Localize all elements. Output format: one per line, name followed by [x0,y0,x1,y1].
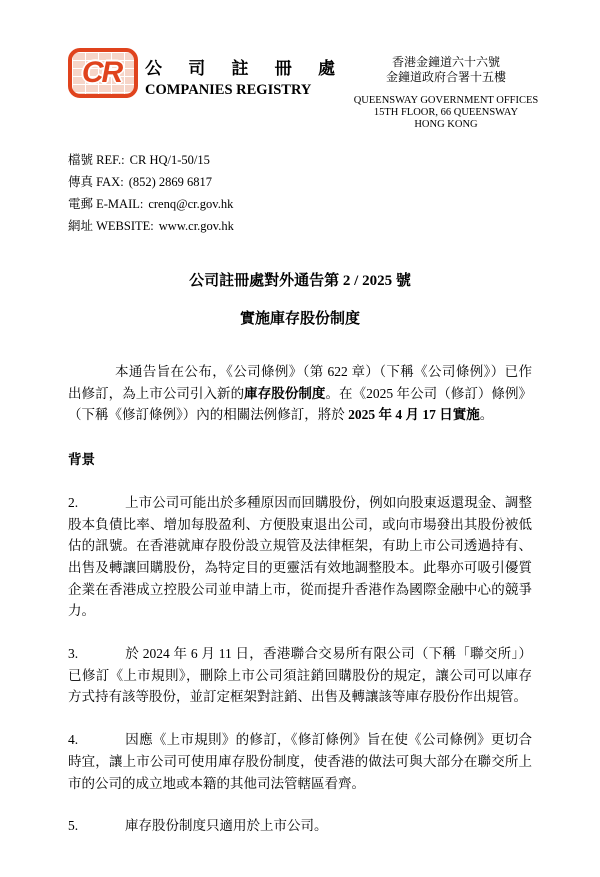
ref-line [68,149,532,171]
email-value: crenq@cr.gov.hk [148,197,234,211]
logo-cr-text: CR [81,56,122,89]
body-text: 。在《2025 年公司（修訂）條例》（下稱《修訂條例》）內的相關法例修訂，將於 [68,385,533,423]
emphasis-text: 庫存股份制度 [244,385,326,401]
letterhead-left [68,48,346,99]
email-line [68,193,532,215]
org-names [145,48,346,99]
companies-registry-logo [68,48,138,98]
website-line [68,215,532,237]
fax-label: 傳真 FAX: [68,175,124,189]
document-body [68,361,532,837]
numbered-paragraph [68,729,532,794]
paragraph-text: 上市公司可能出於多種原因而回購股份，例如向股東返還現金、調整股本負債比率、增加每股盈利、方便股東退出公司，或向市場發出其股份被低估的訊號。在香港就庫存股份設立規管及法律框架，有助上市公司透過持有、出售及轉讓回購股份，為特定目的更靈活有效地調整股本。此舉亦可吸引優質企業在香港成立控股公司並申請上市，從而提升香港作為國際金融中心的競爭力。 [68,494,532,619]
paragraph-text: 庫存股份制度只適用於上市公司。 [125,818,328,834]
body-text: 。 [479,407,494,423]
email-label: 電郵 E-MAIL: [68,197,144,211]
numbered-paragraph [68,815,532,837]
address-line-zh: 香港金鐘道六十六號 [391,55,500,69]
notice-title-block [68,269,532,328]
fax-value: (852) 2869 6817 [128,175,213,189]
ref-label: 檔號 REF.: [68,153,125,167]
numbered-paragraph [68,643,532,708]
notice-subject-title: 實施庫存股份制度 [239,311,360,327]
numbered-paragraph-list [68,492,532,837]
letterhead [68,48,539,131]
paragraph-number: 4. [68,732,79,748]
paragraph-text: 於 2024 年 6 月 11 日，香港聯合交易所有限公司（下稱「聯交所」）已修訂《上市規則》，刪除上市公司須註銷回購股份的規定，讓公司可以庫存方式持有該等股份，並訂定框架對註銷、出售及轉讓該等庫存股份作出規管。 [68,646,532,705]
address-line-en: QUEENSWAY GOVERNMENT OFFICES [353,95,539,106]
notice-number-title: 公司註冊處對外通告第 2 / 2025 號 [189,273,411,289]
paragraph-number: 3. [68,646,79,662]
paragraph-number: 5. [68,818,79,834]
paragraph-number: 2. [68,494,79,510]
ref-value: CR HQ/1-50/15 [129,153,210,167]
org-name-chinese: 公 司 註 冊 處 [145,59,346,78]
paragraph-text: 因應《上市規則》的修訂，《修訂條例》旨在使《公司條例》更切合時宜，讓上市公司可使用庫存股份制度，使香港的做法可與大部分在聯交所上市的公司的成立地或本籍的其他司法管轄區看齊。 [68,732,532,791]
emphasis-text: 2025 年 4 月 17 日實施 [348,407,480,423]
org-name-english: COMPANIES REGISTRY [145,82,312,98]
body-text: 本通告旨在公布，《公司條例》（第 622 章）（下稱《公司條例》）已作出修訂，為上市公司引入新的 [68,364,532,401]
intro-paragraph [68,361,532,426]
address-line-en: HONG KONG [414,119,478,130]
address-line-en: 15TH FLOOR, 66 QUEENSWAY [373,107,519,118]
section-heading-background: 背景 [68,452,95,468]
address-english-group [346,95,546,131]
website-label: 網址 WEBSITE: [68,219,154,233]
office-address-block [346,48,546,131]
numbered-paragraph [68,492,532,622]
website-value: www.cr.gov.hk [158,219,234,233]
fax-line [68,171,532,193]
contact-block [68,149,532,237]
address-line-zh: 金鐘道政府合署十五樓 [385,70,506,84]
